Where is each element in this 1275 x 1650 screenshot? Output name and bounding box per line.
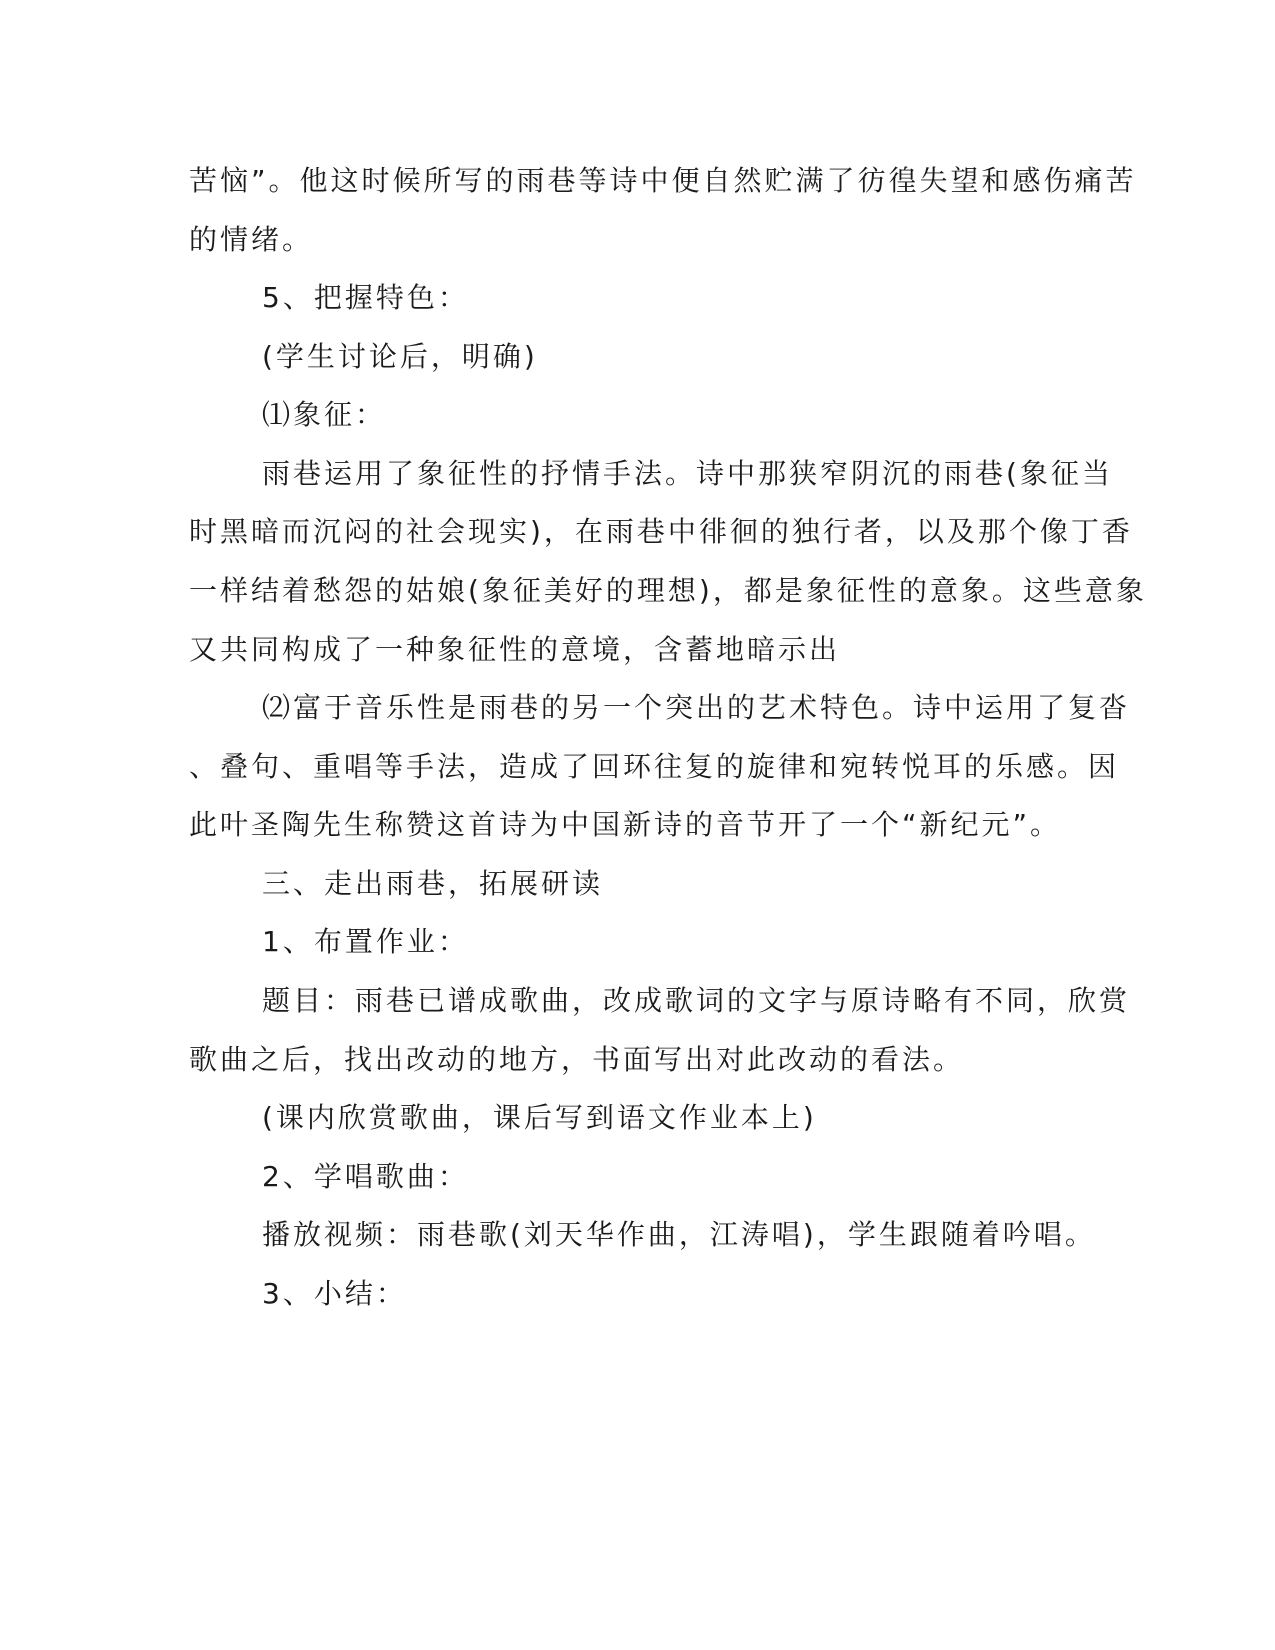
paragraph-line: 雨巷运用了象征性的抒情手法。诗中那狭窄阴沉的雨巷(象征当 <box>262 457 1113 490</box>
paragraph-line: 苦恼”。他这时候所写的雨巷等诗中便自然贮满了彷徨失望和感伤痛苦 <box>189 164 1137 197</box>
subsection-heading: 2、学唱歌曲： <box>262 1160 469 1193</box>
paragraph-line: ⑵富于音乐性是雨巷的另一个突出的艺术特色。诗中运用了复沓 <box>262 691 1131 724</box>
paragraph-line: 歌曲之后，找出改动的地方，书面写出对此改动的看法。 <box>189 1043 965 1076</box>
section-heading: 三、走出雨巷，拓展研读 <box>262 867 604 900</box>
paragraph-line: 又共同构成了一种象征性的意境，含蓄地暗示出 <box>189 633 841 666</box>
paragraph-line: 题目：雨巷已谱成歌曲，改成歌词的文字与原诗略有不同，欣赏 <box>262 984 1131 1017</box>
subsection-heading: 3、小结： <box>262 1277 407 1310</box>
paragraph-line: 播放视频：雨巷歌(刘天华作曲，江涛唱)，学生跟随着吟唱。 <box>262 1218 1096 1251</box>
section-heading: 5、把握特色： <box>262 281 469 314</box>
paragraph-line: 此叶圣陶先生称赞这首诗为中国新诗的音节开了一个“新纪元”。 <box>189 808 1062 841</box>
paragraph-line: 一样结着愁怨的姑娘(象征美好的理想)，都是象征性的意象。这些意象 <box>189 574 1147 607</box>
subsection-heading: ⑴象征： <box>262 398 387 431</box>
paragraph-line: (学生讨论后，明确) <box>262 340 538 373</box>
paragraph-line: 时黑暗而沉闷的社会现实)，在雨巷中徘徊的独行者，以及那个像丁香 <box>189 515 1133 548</box>
subsection-heading: 1、布置作业： <box>262 925 469 958</box>
paragraph-line: (课内欣赏歌曲，课后写到语文作业本上) <box>262 1101 817 1134</box>
paragraph-line: 的情绪。 <box>189 223 314 256</box>
paragraph-line: 、叠句、重唱等手法，造成了回环往复的旋律和宛转悦耳的乐感。因 <box>189 750 1120 783</box>
